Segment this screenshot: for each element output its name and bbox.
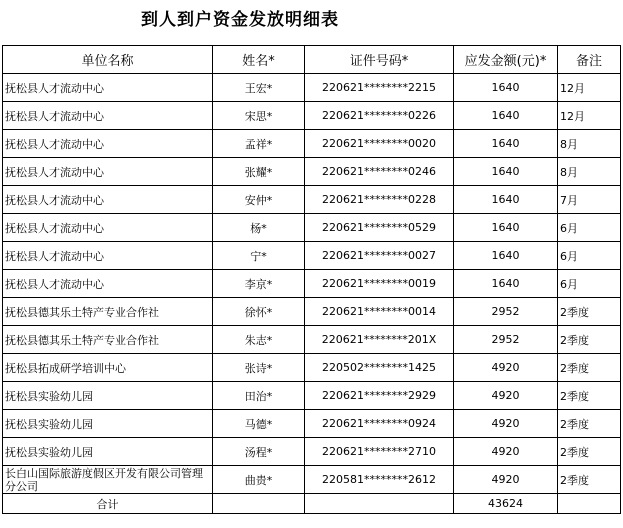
cell-name: 张诗*: [213, 354, 305, 382]
table-row: [3, 298, 621, 326]
header-org: 单位名称: [3, 46, 213, 74]
cell-note: 12月: [558, 74, 621, 102]
cell-org: 抚松县人才流动中心: [3, 186, 213, 214]
table-row: [3, 102, 621, 130]
cell-id: 220621********0246: [305, 158, 454, 186]
cell-id: 220621********2929: [305, 382, 454, 410]
cell-id: 220621********0020: [305, 130, 454, 158]
cell-name: 王宏*: [213, 74, 305, 102]
table-row: [3, 186, 621, 214]
cell-org: 抚松县德其乐土特产专业合作社: [3, 326, 213, 354]
cell-note: 2季度: [558, 298, 621, 326]
cell-amount: 2952: [454, 326, 558, 354]
cell-amount: 4920: [454, 382, 558, 410]
cell-org: 抚松县实验幼儿园: [3, 382, 213, 410]
cell-note: 2季度: [558, 438, 621, 466]
cell-amount: 1640: [454, 270, 558, 298]
cell-org: 抚松县人才流动中心: [3, 130, 213, 158]
table-row: [3, 466, 621, 494]
cell-org: 抚松县人才流动中心: [3, 74, 213, 102]
cell-amount: 4920: [454, 466, 558, 494]
cell-id: 220621********0924: [305, 410, 454, 438]
table-row: [3, 214, 621, 242]
cell-org: 抚松县人才流动中心: [3, 242, 213, 270]
cell-note: 6月: [558, 270, 621, 298]
cell-name: 曲贵*: [213, 466, 305, 494]
table-row: [3, 242, 621, 270]
cell-org: 抚松县实验幼儿园: [3, 438, 213, 466]
header-name: 姓名*: [213, 46, 305, 74]
page-title: 到人到户资金发放明细表: [141, 10, 339, 30]
cell-id: 220621********0226: [305, 102, 454, 130]
table-row: [3, 74, 621, 102]
cell-amount: 4920: [454, 410, 558, 438]
cell-name: 张耀*: [213, 158, 305, 186]
cell-id: 220621********201X: [305, 326, 454, 354]
cell-amount: 1640: [454, 74, 558, 102]
cell-amount: 1640: [454, 102, 558, 130]
total-row: [3, 494, 621, 514]
cell-org: 抚松县人才流动中心: [3, 102, 213, 130]
cell-id: 220621********2215: [305, 74, 454, 102]
cell-org: 抚松县拓成研学培训中心: [3, 354, 213, 382]
cell-id: 220502********1425: [305, 354, 454, 382]
cell-note: 2季度: [558, 466, 621, 494]
cell-name: 朱志*: [213, 326, 305, 354]
cell-amount: 4920: [454, 438, 558, 466]
cell-amount: 1640: [454, 186, 558, 214]
cell-name: 宋思*: [213, 102, 305, 130]
cell-note: 6月: [558, 242, 621, 270]
cell-name: 宁*: [213, 242, 305, 270]
cell-org: 抚松县实验幼儿园: [3, 410, 213, 438]
cell-name: 汤程*: [213, 438, 305, 466]
table-row: [3, 158, 621, 186]
cell-id: 220621********0027: [305, 242, 454, 270]
cell-note: 7月: [558, 186, 621, 214]
cell-name: 田治*: [213, 382, 305, 410]
cell-amount: 2952: [454, 298, 558, 326]
cell-org: 长白山国际旅游度假区开发有限公司管理分公司: [3, 466, 213, 494]
table-row: [3, 326, 621, 354]
cell-note: 2季度: [558, 326, 621, 354]
cell-id: 220621********0014: [305, 298, 454, 326]
total-empty-name: [213, 494, 305, 514]
table-row: [3, 270, 621, 298]
total-empty-id: [305, 494, 454, 514]
cell-note: 6月: [558, 214, 621, 242]
cell-amount: 1640: [454, 214, 558, 242]
total-label: 合计: [3, 494, 213, 514]
cell-id: 220621********2710: [305, 438, 454, 466]
total-amount: 43624: [454, 494, 558, 514]
cell-note: 2季度: [558, 354, 621, 382]
header-amount: 应发金额(元)*: [454, 46, 558, 74]
cell-note: 2季度: [558, 410, 621, 438]
cell-name: 杨*: [213, 214, 305, 242]
cell-name: 安仲*: [213, 186, 305, 214]
cell-amount: 1640: [454, 130, 558, 158]
cell-id: 220621********0529: [305, 214, 454, 242]
cell-org: 抚松县人才流动中心: [3, 270, 213, 298]
table-row: [3, 130, 621, 158]
cell-amount: 4920: [454, 354, 558, 382]
cell-note: 12月: [558, 102, 621, 130]
header-note: 备注: [558, 46, 621, 74]
cell-id: 220621********0019: [305, 270, 454, 298]
cell-note: 8月: [558, 158, 621, 186]
cell-note: 2季度: [558, 382, 621, 410]
total-empty-note: [558, 494, 621, 514]
table-row: [3, 382, 621, 410]
table-row: [3, 410, 621, 438]
cell-name: 李京*: [213, 270, 305, 298]
cell-id: 220581********2612: [305, 466, 454, 494]
cell-org: 抚松县人才流动中心: [3, 214, 213, 242]
cell-name: 孟祥*: [213, 130, 305, 158]
cell-name: 徐怀*: [213, 298, 305, 326]
table-row: [3, 354, 621, 382]
header-row: [3, 46, 621, 74]
header-id: 证件号码*: [305, 46, 454, 74]
cell-org: 抚松县人才流动中心: [3, 158, 213, 186]
cell-org: 抚松县德其乐土特产专业合作社: [3, 298, 213, 326]
disbursement-table: [2, 45, 621, 514]
cell-amount: 1640: [454, 158, 558, 186]
cell-id: 220621********0228: [305, 186, 454, 214]
cell-amount: 1640: [454, 242, 558, 270]
cell-name: 马德*: [213, 410, 305, 438]
table-row: [3, 438, 621, 466]
cell-note: 8月: [558, 130, 621, 158]
